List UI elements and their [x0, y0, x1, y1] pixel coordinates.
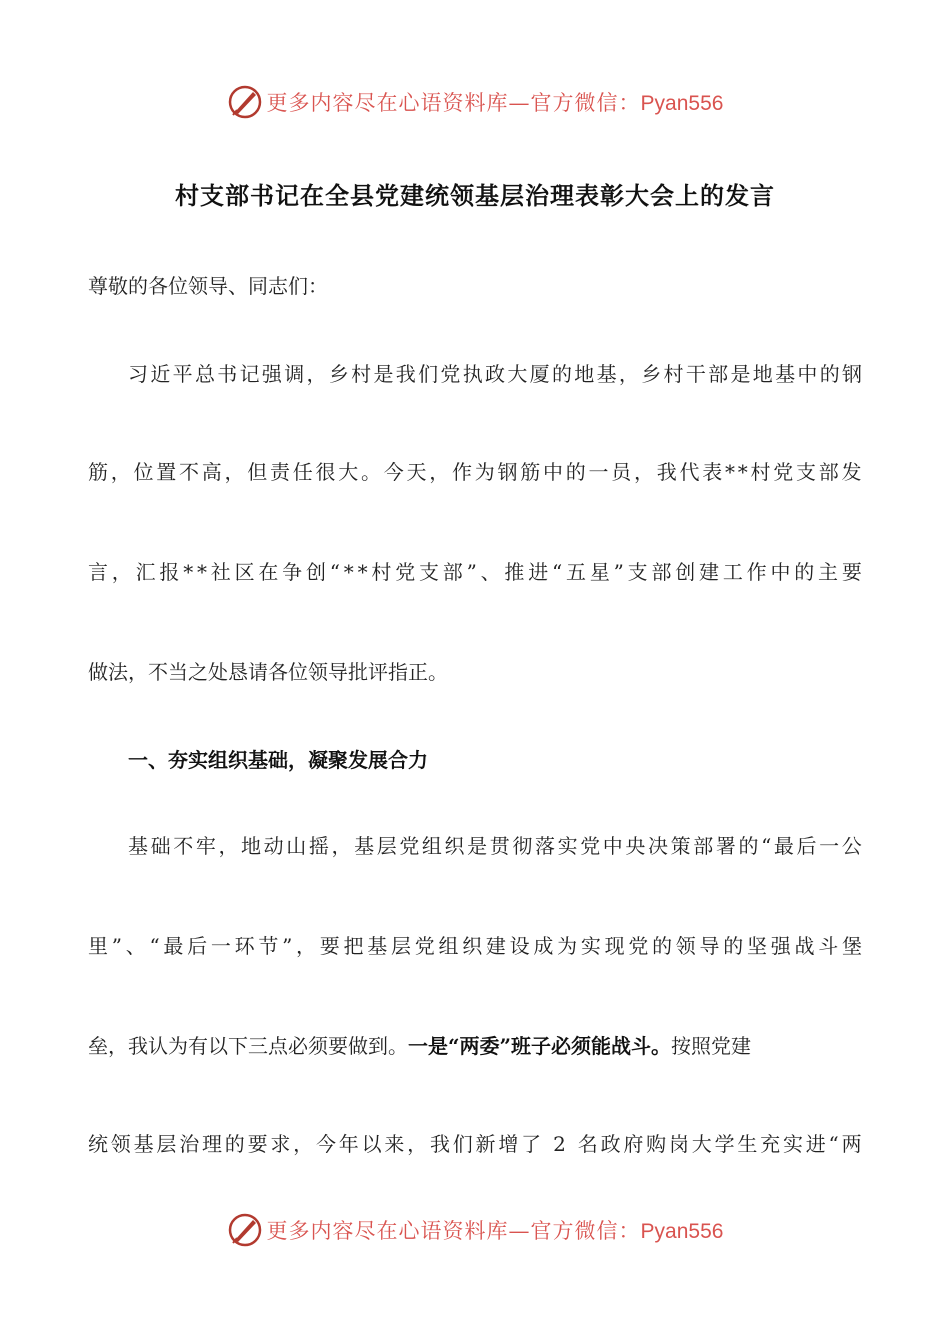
paragraph-1-line-2: 筋 ， 位 置 不 高 ， 但 责 任 很 大 。 今 天 ， 作 为 钢 筋 中 的 一 员 ， 我 代 表 * * 村 党 支 部 发: [88, 460, 862, 484]
paragraph-1-line-3: 言 ， 汇 报 * * 社 区 在 争 创 “ * * 村 党 支 部 ” 、 推 进 “ 五 星 ” 支 部 创 建 工 作 中 的 主 要: [88, 560, 862, 584]
watermark-text: 更多内容尽在心语资料库—官方微信：Pyan556: [266, 91, 724, 115]
watermark-text: 更多内容尽在心语资料库—官方微信：Pyan556: [266, 1219, 724, 1243]
p2-line3-post: 按照党建: [671, 1034, 752, 1058]
page-title: 村支部书记在全县党建统领基层治理表彰大会上的发言: [175, 181, 775, 210]
quill-logo-icon: [227, 1212, 263, 1248]
p2-line3-pre: 垒，我认为有以下三点必须要做到。: [88, 1034, 408, 1058]
wechat-id: Pyan556: [640, 1220, 724, 1243]
paragraph-1-line-1: 习 近 平 总 书 记 强 调 ， 乡 村 是 我 们 党 执 政 大 厦 的 地 基 ， 乡 村 干 部 是 地 基 中 的 钢: [128, 362, 862, 386]
salutation: 尊敬的各位领导、同志们：: [88, 274, 328, 298]
paragraph-2-line-2: 里 ” 、 “ 最 后 一 环 节 ” ， 要 把 基 层 党 组 织 建 设 成 为 实 现 党 的 领 导 的 坚 强 战 斗 堡: [88, 934, 862, 958]
watermark-banner-bottom: [0, 1208, 950, 1252]
paragraph-1-line-4: 做法，不当之处恳请各位领导批评指正。: [88, 660, 448, 684]
p2-line3-bold: 一是“两委”班子必须能战斗。: [408, 1034, 672, 1058]
watermark-banner-top: [0, 80, 950, 124]
quill-logo-icon: [227, 84, 263, 120]
wechat-id: Pyan556: [640, 92, 724, 115]
paragraph-2-line-4: 统 领 基 层 治 理 的 要 求 ， 今 年 以 来 ， 我 们 新 增 了 2 名 政 府 购 岗 大 学 生 充 实 进 “ 两: [88, 1132, 862, 1156]
paragraph-2-line-1: 基 础 不 牢 ， 地 动 山 摇 ， 基 层 党 组 织 是 贯 彻 落 实 党 中 央 决 策 部 署 的 “ 最 后 一 公: [128, 834, 862, 858]
paragraph-2-line-3: [88, 1032, 862, 1060]
section-heading: 一、夯实组织基础，凝聚发展合力: [128, 748, 428, 772]
